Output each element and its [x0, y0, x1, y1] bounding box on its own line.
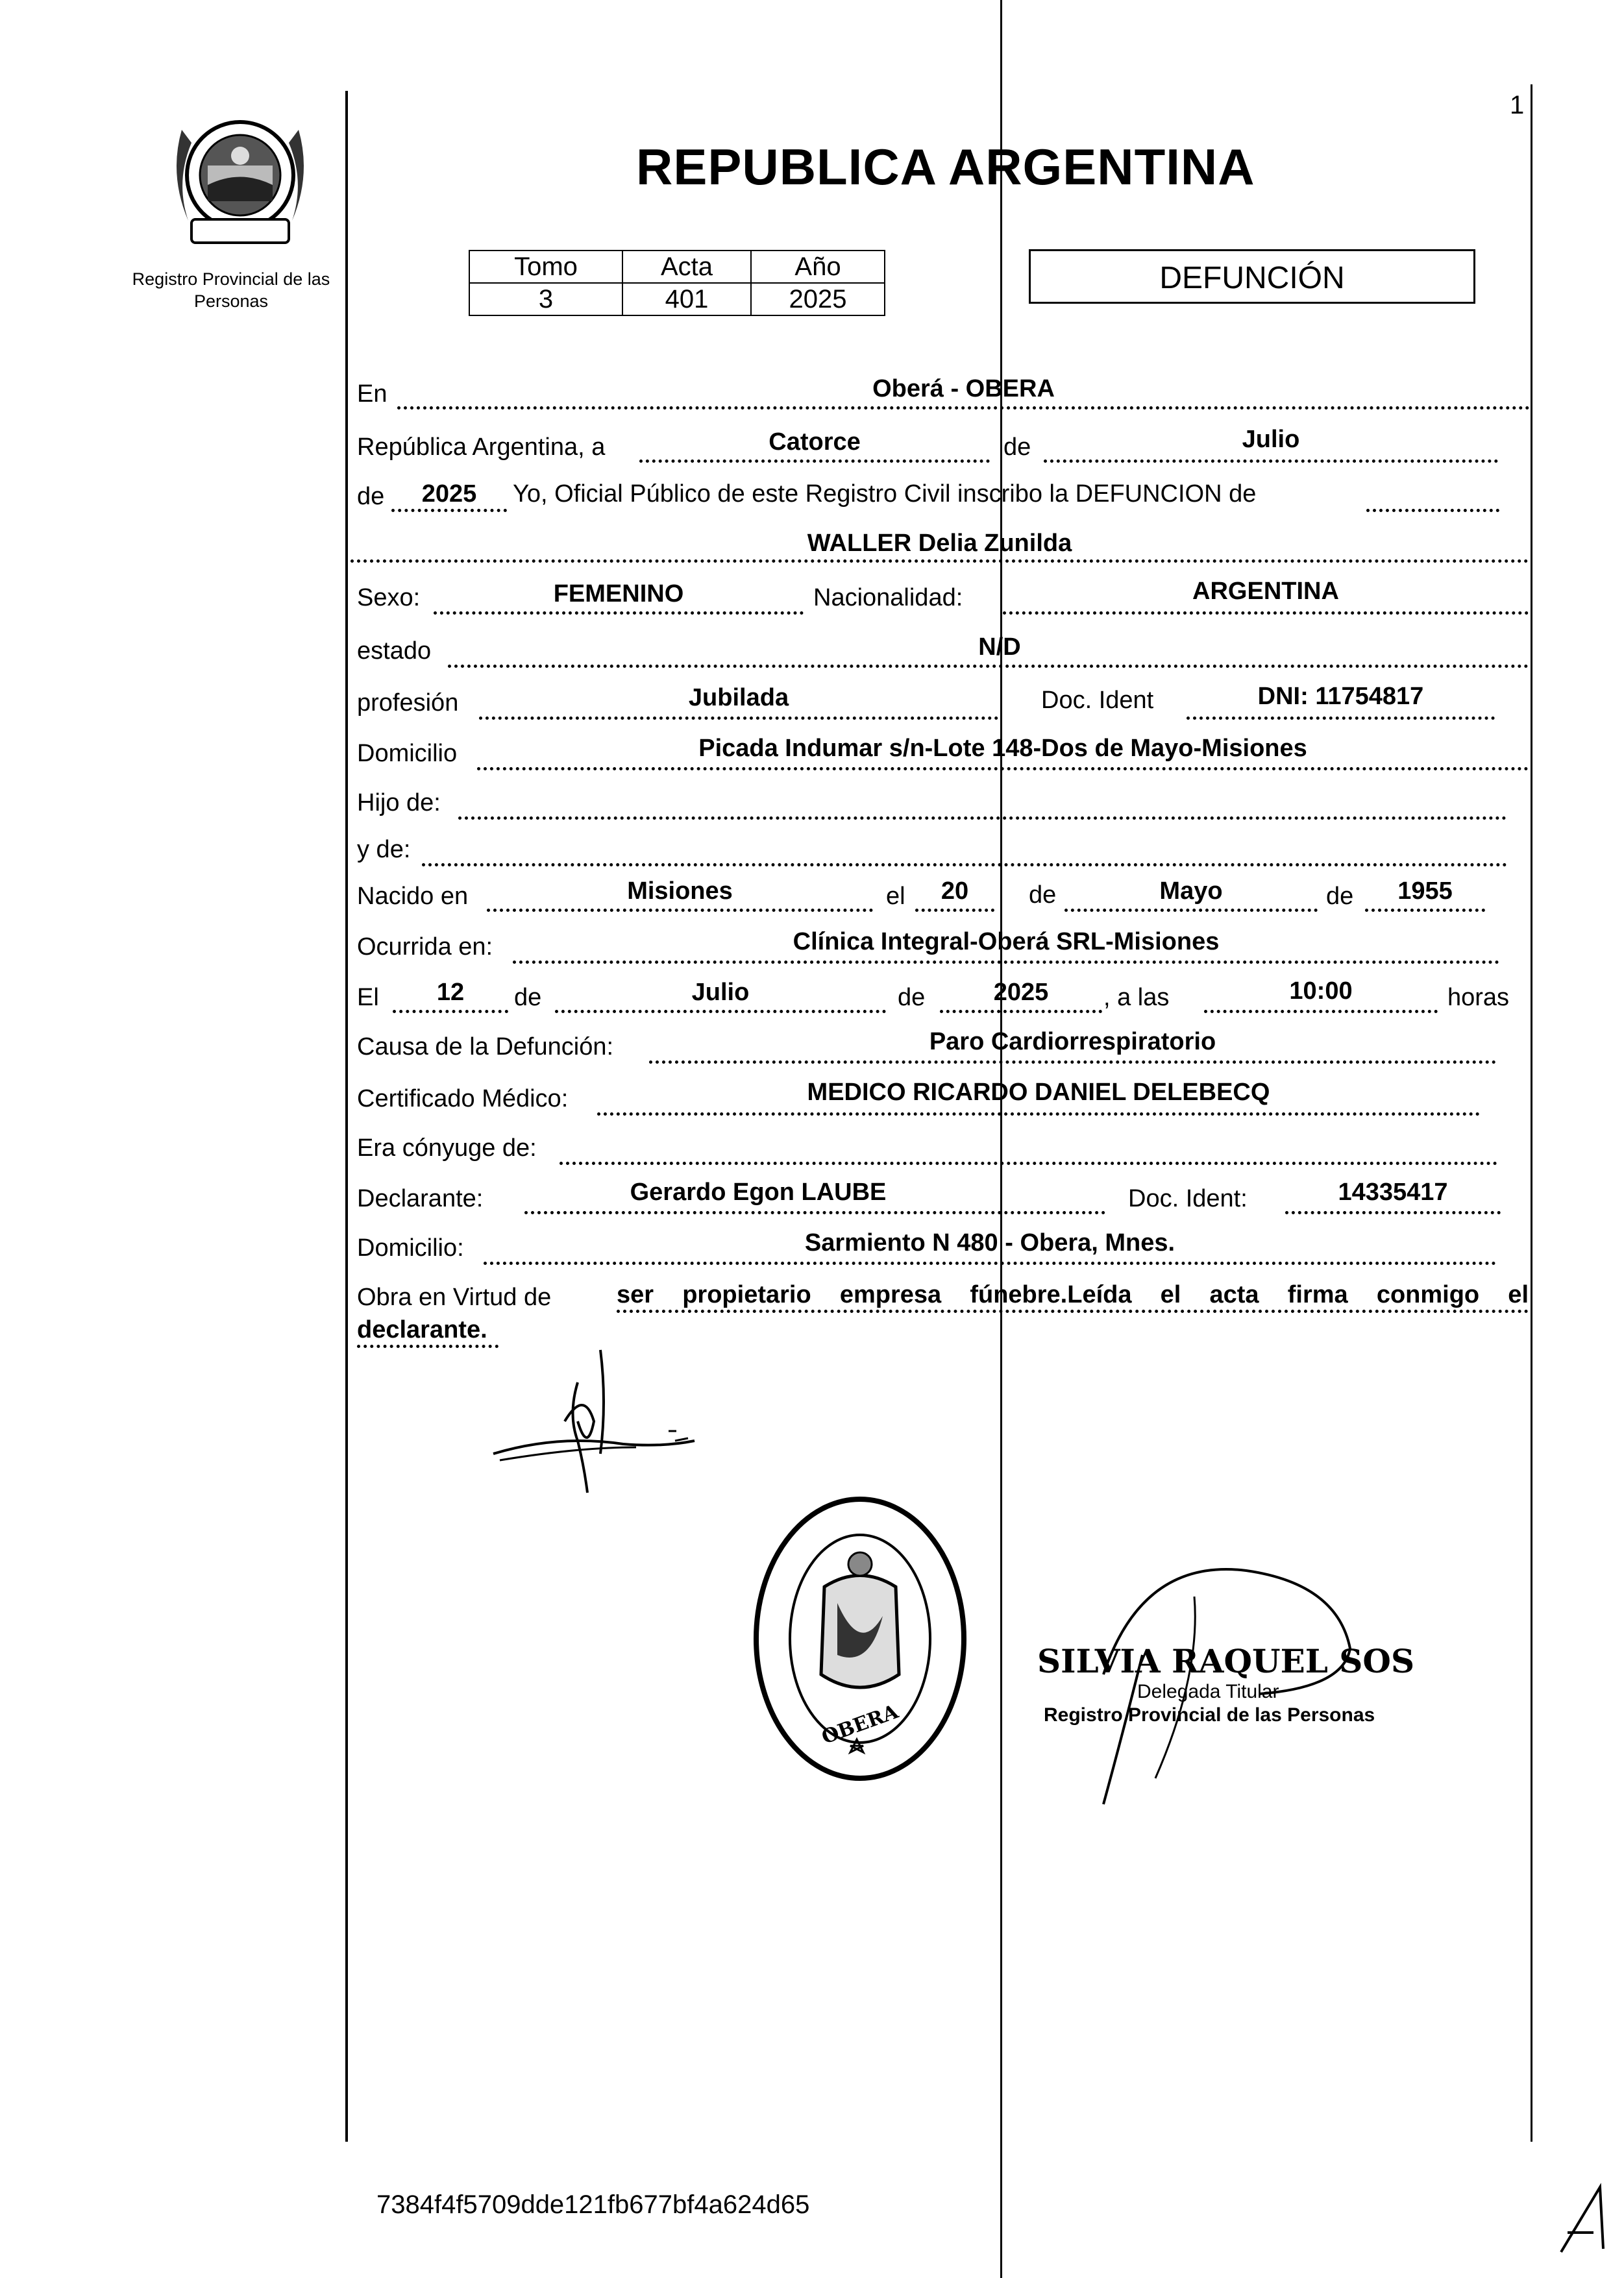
field-deceased-name: WALLER Delia Zunilda — [807, 530, 1072, 557]
field-birth-place: Misiones — [627, 877, 733, 905]
field-declarant-address: Sarmiento N 480 - Obera, Mnes. — [804, 1229, 1175, 1256]
page-number: 1 — [1510, 91, 1525, 119]
stamp-center-text: OBERA — [818, 1700, 902, 1749]
dotted-line — [393, 1010, 508, 1013]
dotted-line — [915, 909, 994, 912]
field-birth-day: 20 — [941, 877, 969, 905]
field-birth-month: Mayo — [1159, 877, 1223, 905]
label-en: En — [357, 380, 388, 408]
declarant-signature — [480, 1343, 714, 1519]
field-nationality: ARGENTINA — [1192, 578, 1339, 605]
label-domicilio2: Domicilio: — [357, 1234, 464, 1262]
dotted-line — [391, 509, 507, 512]
dotted-line — [397, 406, 1530, 410]
dotted-line — [1187, 716, 1495, 720]
official-name: SILVIA RAQUEL SOS — [1037, 1642, 1415, 1680]
label-obra-virtud: Obra en Virtud de — [357, 1284, 552, 1311]
label-de: de — [898, 984, 926, 1011]
dotted-line — [477, 767, 1529, 770]
table-header: Tomo — [469, 251, 622, 283]
field-doc-id: DNI: 11754817 — [1257, 683, 1424, 710]
label-domicilio: Domicilio — [357, 740, 458, 767]
label-nacido-en: Nacido en — [357, 883, 469, 910]
label-doc-ident2: Doc. Ident: — [1128, 1185, 1248, 1212]
field-death-month: Julio — [691, 979, 750, 1006]
label-y-de: y de: — [357, 836, 411, 863]
dotted-line — [1204, 1010, 1438, 1013]
label-republica: República Argentina, a — [357, 434, 606, 461]
dotted-line — [1366, 509, 1499, 512]
dotted-line — [1365, 909, 1485, 912]
corner-initial-mark — [1555, 2181, 1613, 2259]
table-cell: 3 — [469, 283, 622, 315]
field-profession: Jubilada — [688, 684, 789, 711]
dotted-line — [484, 1262, 1496, 1265]
field-cause: Paro Cardiorrespiratorio — [929, 1028, 1216, 1055]
dotted-line — [513, 961, 1499, 964]
document-type: DEFUNCIÓN — [1029, 249, 1475, 304]
label-el-cap: El — [357, 984, 379, 1011]
registry-stamp — [740, 1486, 980, 1791]
dotted-line — [560, 1162, 1497, 1165]
label-causa: Causa de la Defunción: — [357, 1033, 614, 1060]
field-declarant: Gerardo Egon LAUBE — [630, 1179, 887, 1206]
label-el: el — [886, 883, 905, 910]
province-seal — [162, 104, 318, 253]
label-horas: horas — [1447, 984, 1510, 1011]
field-birth-year: 1955 — [1397, 877, 1453, 905]
dotted-line — [940, 1010, 1102, 1013]
label-profesion: profesión — [357, 689, 459, 716]
label-sexo: Sexo: — [357, 584, 421, 611]
label-doc-ident: Doc. Ident — [1041, 687, 1154, 714]
registry-name: Registro Provincial de las Personas — [132, 269, 330, 311]
table-cell: 2025 — [751, 283, 885, 315]
dotted-line — [434, 611, 804, 615]
dotted-line — [1064, 909, 1318, 912]
field-reason-2: declarante. — [357, 1316, 487, 1343]
field-civil-status: N/D — [978, 633, 1021, 661]
dotted-line — [617, 1310, 1529, 1313]
label-de: de — [357, 483, 385, 510]
dotted-line — [479, 716, 998, 720]
field-reason-1: ser propietario empresa fúnebre.Leída el acta firma conmigo el — [617, 1281, 1529, 1308]
dotted-line — [639, 459, 990, 463]
label-declarante: Declarante: — [357, 1185, 484, 1212]
field-death-year: 2025 — [993, 979, 1049, 1006]
label-ocurrida-en: Ocurrida en: — [357, 933, 493, 961]
label-conyuge: Era cónyuge de: — [357, 1134, 537, 1162]
dotted-line — [597, 1112, 1480, 1116]
field-day-words: Catorce — [769, 428, 861, 456]
label-certificado: Certificado Médico: — [357, 1085, 569, 1112]
table-header: Acta — [622, 251, 751, 283]
center-fold-line — [1000, 0, 1002, 2278]
left-margin-line — [345, 91, 348, 2142]
label-de: de — [1003, 434, 1031, 461]
label-yo-oficial: Yo, Oficial Público de este Registro Civil inscribo la DEFUNCION de — [513, 480, 1257, 508]
document-title: REPUBLICA ARGENTINA — [636, 138, 1255, 195]
dotted-line — [487, 909, 873, 912]
official-office: Registro Provincial de las Personas — [1044, 1704, 1375, 1726]
label-de: de — [1326, 883, 1354, 910]
field-year: 2025 — [421, 480, 477, 508]
label-a-las: , a las — [1103, 984, 1170, 1011]
field-death-place: Clínica Integral-Oberá SRL-Misiones — [793, 928, 1220, 955]
tomo-acta-anio-table — [469, 250, 885, 316]
table-header: Año — [751, 251, 885, 283]
document-hash: 7384f4f5709dde121fb677bf4a624d65 — [376, 2190, 810, 2219]
dotted-line — [357, 1345, 498, 1348]
field-sex: FEMENINO — [553, 580, 684, 607]
dotted-line — [422, 863, 1507, 866]
official-role: Delegada Titular — [1137, 1681, 1279, 1702]
label-de: de — [1029, 881, 1057, 909]
field-death-day: 12 — [436, 979, 465, 1006]
field-death-time: 10:00 — [1289, 977, 1353, 1005]
field-place: Oberá - OBERA — [872, 375, 1055, 402]
dotted-line — [448, 665, 1529, 668]
right-margin-line — [1531, 84, 1532, 2142]
dotted-line — [351, 559, 1529, 563]
table-cell: 401 — [622, 283, 751, 315]
dotted-line — [649, 1060, 1496, 1064]
label-hijo-de: Hijo de: — [357, 789, 441, 816]
dotted-line — [1003, 611, 1529, 615]
label-nacionalidad: Nacionalidad: — [813, 584, 963, 611]
field-address: Picada Indumar s/n-Lote 148-Dos de Mayo-Misiones — [698, 735, 1307, 762]
label-estado: estado — [357, 637, 432, 665]
dotted-line — [524, 1211, 1105, 1214]
dotted-line — [555, 1010, 886, 1013]
dotted-line — [458, 816, 1507, 820]
field-month: Julio — [1242, 426, 1300, 453]
field-declarant-doc: 14335417 — [1338, 1179, 1448, 1206]
dotted-line — [1044, 459, 1498, 463]
field-medical-certificate: MEDICO RICARDO DANIEL DELEBECQ — [807, 1079, 1270, 1106]
label-de: de — [514, 984, 542, 1011]
dotted-line — [1285, 1211, 1501, 1214]
